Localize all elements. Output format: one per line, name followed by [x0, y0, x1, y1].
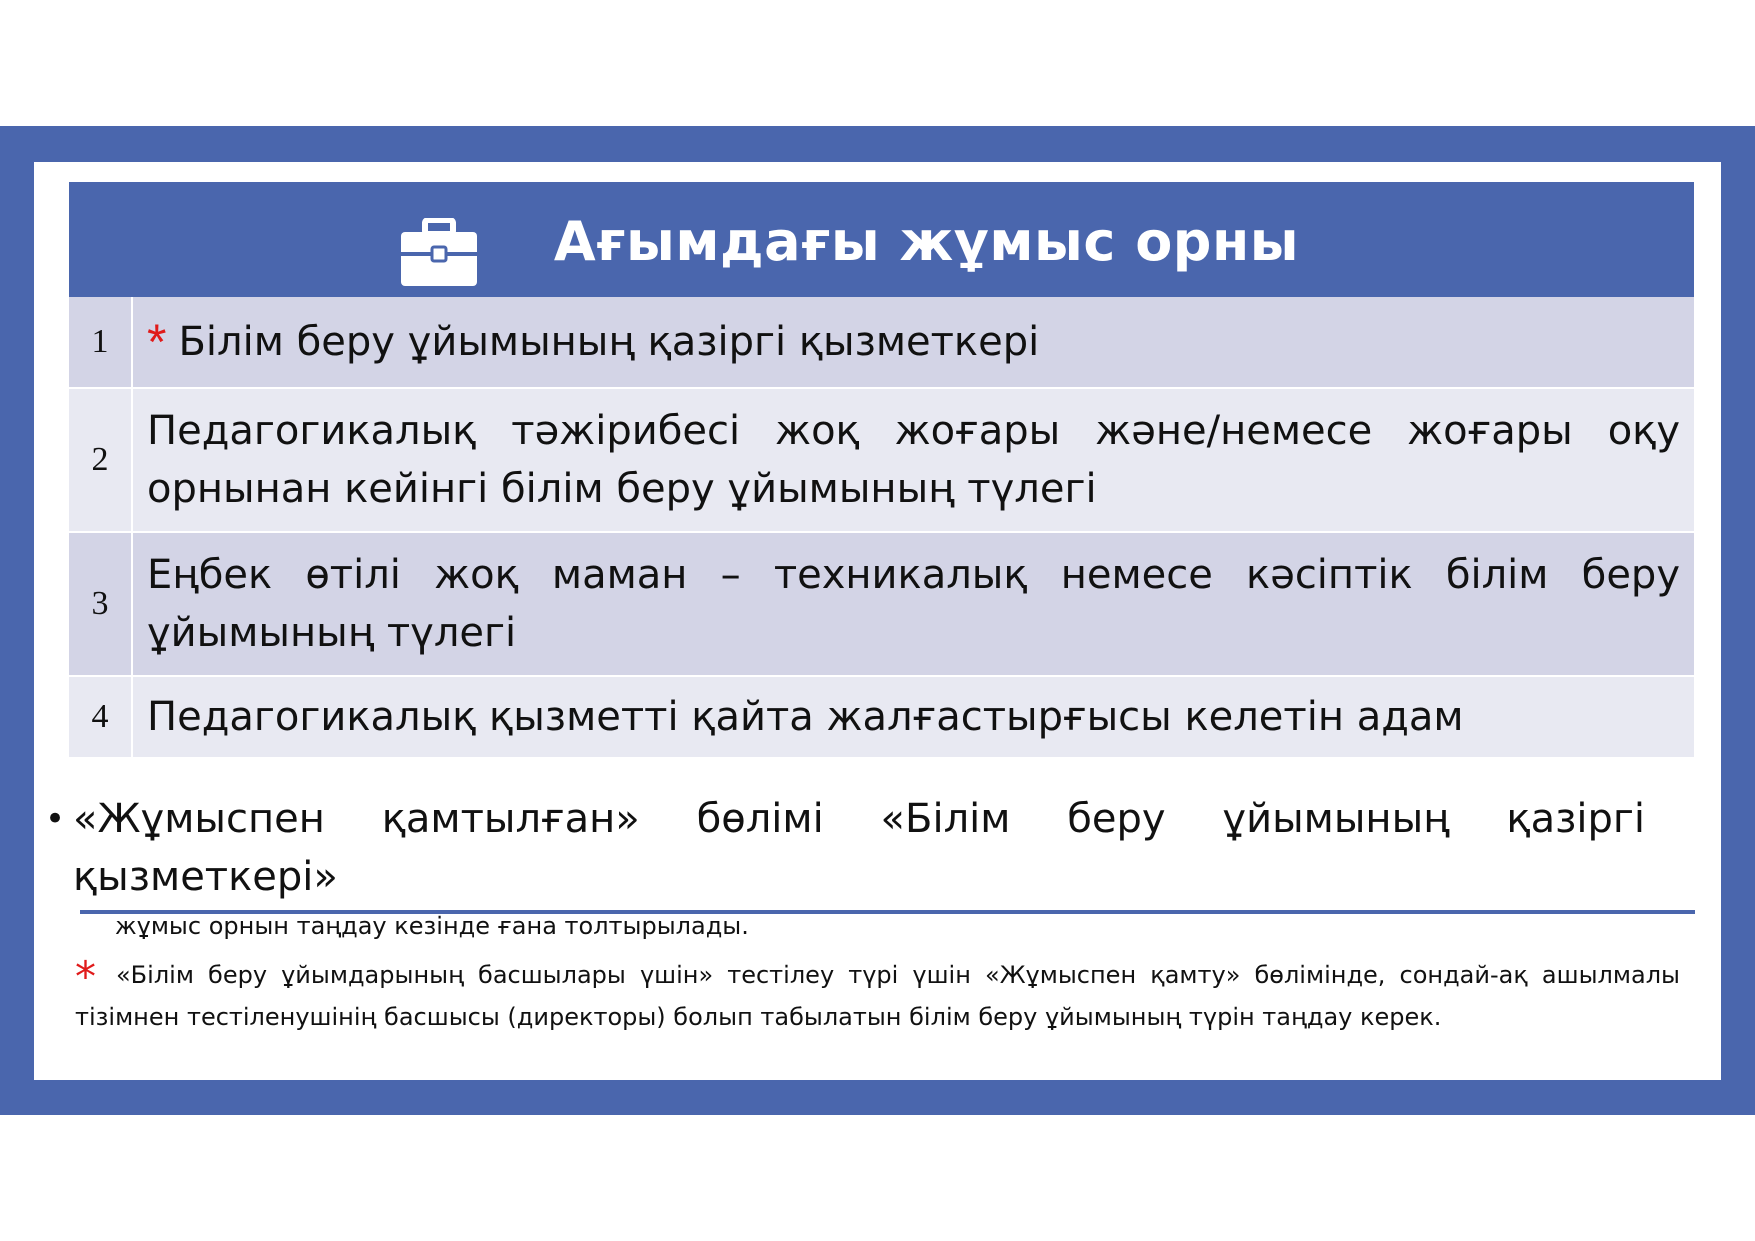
- row-number: 3: [69, 533, 133, 675]
- table-row: [69, 389, 1694, 533]
- sub-note: жұмыс орнын таңдау кезінде ғана толтырылады.: [115, 912, 749, 940]
- row-text: [133, 297, 1694, 387]
- table-row: [69, 533, 1694, 677]
- row-text: Педагогикалық қызметті қайта жалғастырғысы келетін адам: [147, 694, 1464, 740]
- footnote-text: «Білім беру ұйымдарының басшылары үшін» тестілеу түрі үшін «Жұмыспен қамту» бөлімінде, сондай-ақ ашылмалы тізімнен тестіленушінің басшысы (директоры) болып табылатын білім беру ұйымының түрін таңдау керек.: [75, 961, 1680, 1031]
- slide-content: [34, 162, 1721, 1080]
- row-number: 4: [69, 677, 133, 757]
- table-header: [69, 182, 1694, 297]
- row-text: Еңбек өтілі жоқ маман – техникалық немесе кәсіптік білім беру ұйымының түлегі: [147, 552, 1680, 656]
- page-title: Ағымдағы жұмыс орны: [553, 210, 1300, 273]
- footnote-star: *: [75, 952, 96, 1001]
- required-star: *: [147, 314, 167, 370]
- row-number: 2: [69, 389, 133, 531]
- footnote: [75, 952, 1680, 1037]
- row-number: 1: [69, 297, 133, 387]
- table-row: [69, 677, 1694, 757]
- row-label: Білім беру ұйымының қазіргі қызметкері: [178, 319, 1040, 365]
- row-text: Педагогикалық тәжірибесі жоқ жоғары және/немесе жоғары оқу орнынан кейінгі білім беру ұйымының түлегі: [147, 408, 1680, 512]
- bullet-dot: •: [45, 799, 66, 839]
- table-row: [69, 297, 1694, 389]
- bullet-text: «Жұмыспен қамтылған» бөлімі «Білім беру ұйымының қазіргі қызметкері»: [73, 796, 1645, 900]
- bullet-note: [45, 790, 1645, 906]
- options-table: [69, 297, 1694, 757]
